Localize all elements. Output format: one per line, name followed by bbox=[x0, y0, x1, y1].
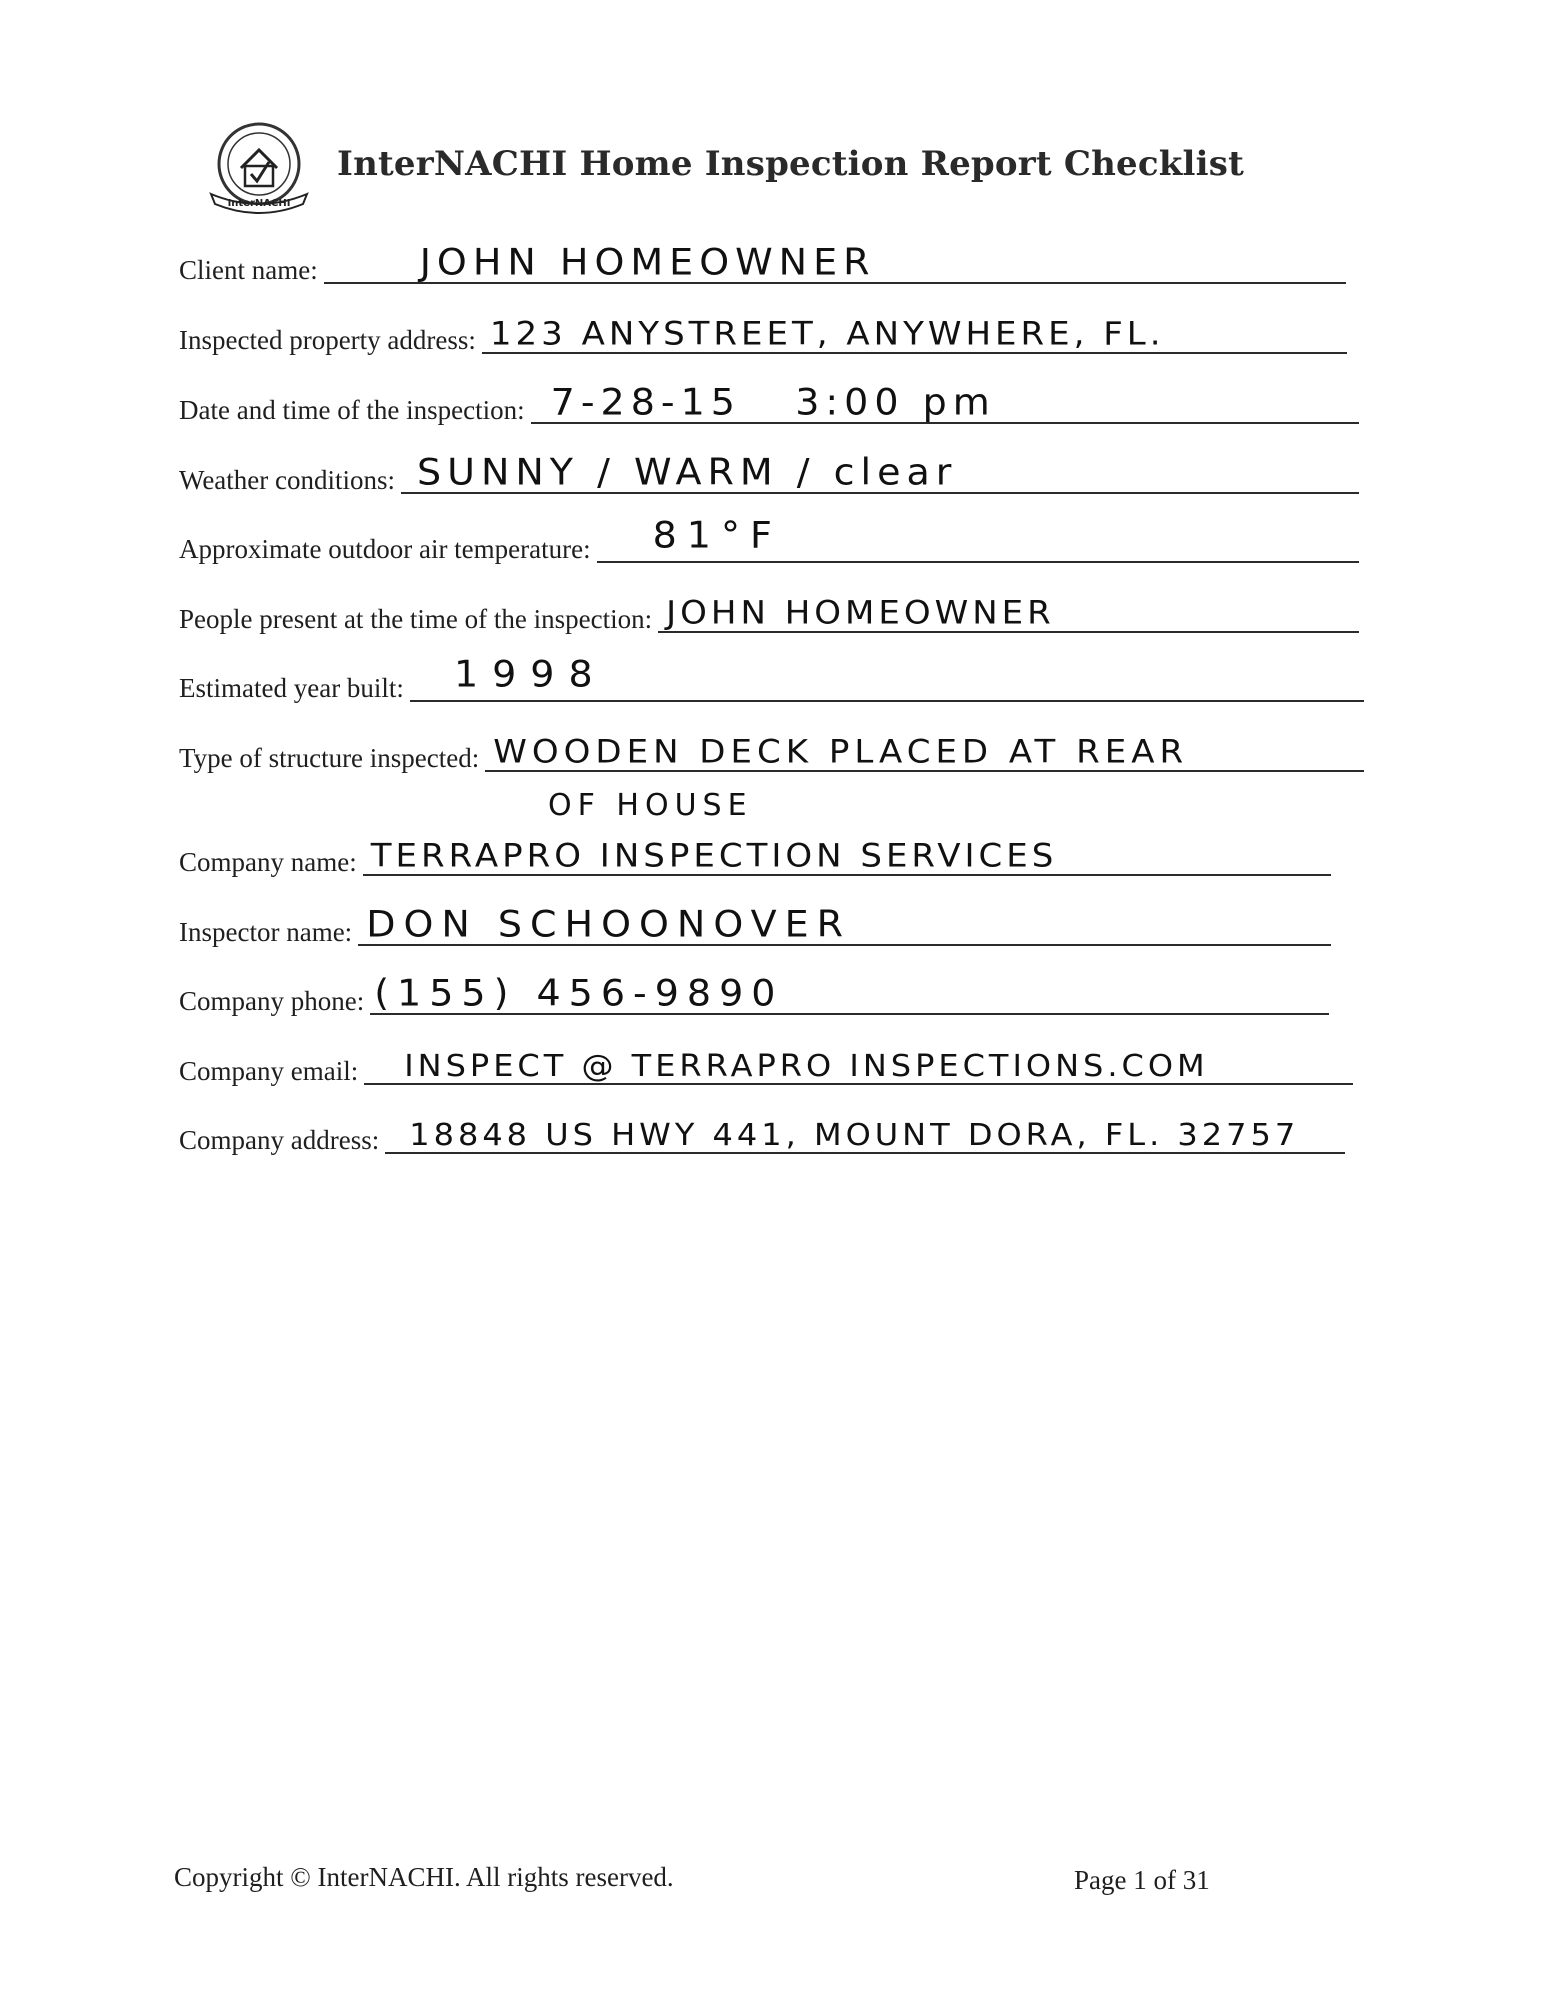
company-name-field[interactable] bbox=[363, 838, 1331, 876]
company-name-row bbox=[179, 838, 1331, 876]
company-email-value: INSPECT @ TERRAPRO INSPECTIONS.COM bbox=[404, 1047, 1209, 1084]
client-name-label: Client name: bbox=[179, 255, 318, 285]
logo-text: InterNACHI bbox=[227, 198, 291, 209]
client-name-value: JOHN HOMEOWNER bbox=[419, 241, 876, 283]
property-address-label: Inspected property address: bbox=[179, 325, 476, 355]
client-name-field[interactable] bbox=[324, 241, 1346, 284]
date-time-row bbox=[179, 381, 1359, 425]
company-email-field[interactable] bbox=[364, 1047, 1353, 1085]
year-built-row bbox=[179, 653, 1364, 703]
company-phone-row bbox=[179, 972, 1329, 1016]
structure-type-value-line2: OF HOUSE bbox=[548, 788, 753, 823]
company-name-label: Company name: bbox=[179, 847, 357, 877]
weather-label: Weather conditions: bbox=[179, 465, 396, 495]
company-name-value: TERRAPRO INSPECTION SERVICES bbox=[370, 836, 1058, 875]
client-name-row bbox=[179, 241, 1346, 285]
company-address-label: Company address: bbox=[179, 1125, 380, 1155]
property-address-row bbox=[179, 316, 1347, 354]
company-phone-label: Company phone: bbox=[179, 986, 365, 1016]
page-title: InterNACHI Home Inspection Report Checklist bbox=[337, 144, 1244, 184]
year-built-value: 1998 bbox=[453, 653, 607, 695]
people-present-label: People present at the time of the inspection: bbox=[179, 604, 653, 634]
company-email-label: Company email: bbox=[179, 1056, 359, 1086]
copyright-notice: Copyright © InterNACHI. All rights reserved. bbox=[174, 1862, 674, 1892]
temperature-field[interactable] bbox=[597, 514, 1359, 563]
date-time-field[interactable] bbox=[531, 381, 1359, 424]
weather-field[interactable] bbox=[401, 451, 1359, 494]
company-phone-field[interactable] bbox=[370, 972, 1329, 1015]
structure-type-row bbox=[179, 734, 1364, 772]
company-phone-value: (155) 456-9890 bbox=[374, 972, 784, 1014]
company-email-row bbox=[179, 1047, 1353, 1085]
date-time-label: Date and time of the inspection: bbox=[179, 395, 525, 425]
people-present-value: JOHN HOMEOWNER bbox=[666, 593, 1055, 632]
company-address-field[interactable] bbox=[385, 1116, 1345, 1154]
inspector-name-value: DON SCHOONOVER bbox=[366, 903, 851, 945]
property-address-value: 123 ANYSTREET, ANYWHERE, FL. bbox=[489, 314, 1165, 353]
structure-type-label: Type of structure inspected: bbox=[179, 743, 480, 773]
people-present-row bbox=[179, 595, 1359, 633]
inspector-name-row bbox=[179, 903, 1331, 947]
inspector-name-label: Inspector name: bbox=[179, 917, 353, 947]
page-number: Page 1 of 31 bbox=[1074, 1865, 1210, 1895]
company-address-value: 18848 US HWY 441, MOUNT DORA, FL. 32757 bbox=[409, 1116, 1300, 1153]
structure-type-field[interactable] bbox=[485, 734, 1364, 772]
company-address-row bbox=[179, 1116, 1345, 1154]
temperature-label: Approximate outdoor air temperature: bbox=[179, 534, 591, 564]
year-built-field[interactable] bbox=[410, 653, 1364, 702]
inspector-name-field[interactable] bbox=[358, 903, 1331, 946]
weather-value: SUNNY / WARM / clear bbox=[417, 451, 958, 493]
internachi-logo bbox=[203, 118, 315, 218]
year-built-label: Estimated year built: bbox=[179, 673, 404, 703]
date-time-value: 7-28-15 3:00 pm bbox=[550, 381, 996, 423]
weather-row bbox=[179, 451, 1359, 495]
temperature-value: 81°F bbox=[652, 514, 782, 556]
property-address-field[interactable] bbox=[482, 316, 1347, 354]
structure-type-value: WOODEN DECK PLACED AT REAR bbox=[493, 732, 1189, 771]
people-present-field[interactable] bbox=[658, 595, 1359, 633]
temperature-row bbox=[179, 514, 1359, 564]
